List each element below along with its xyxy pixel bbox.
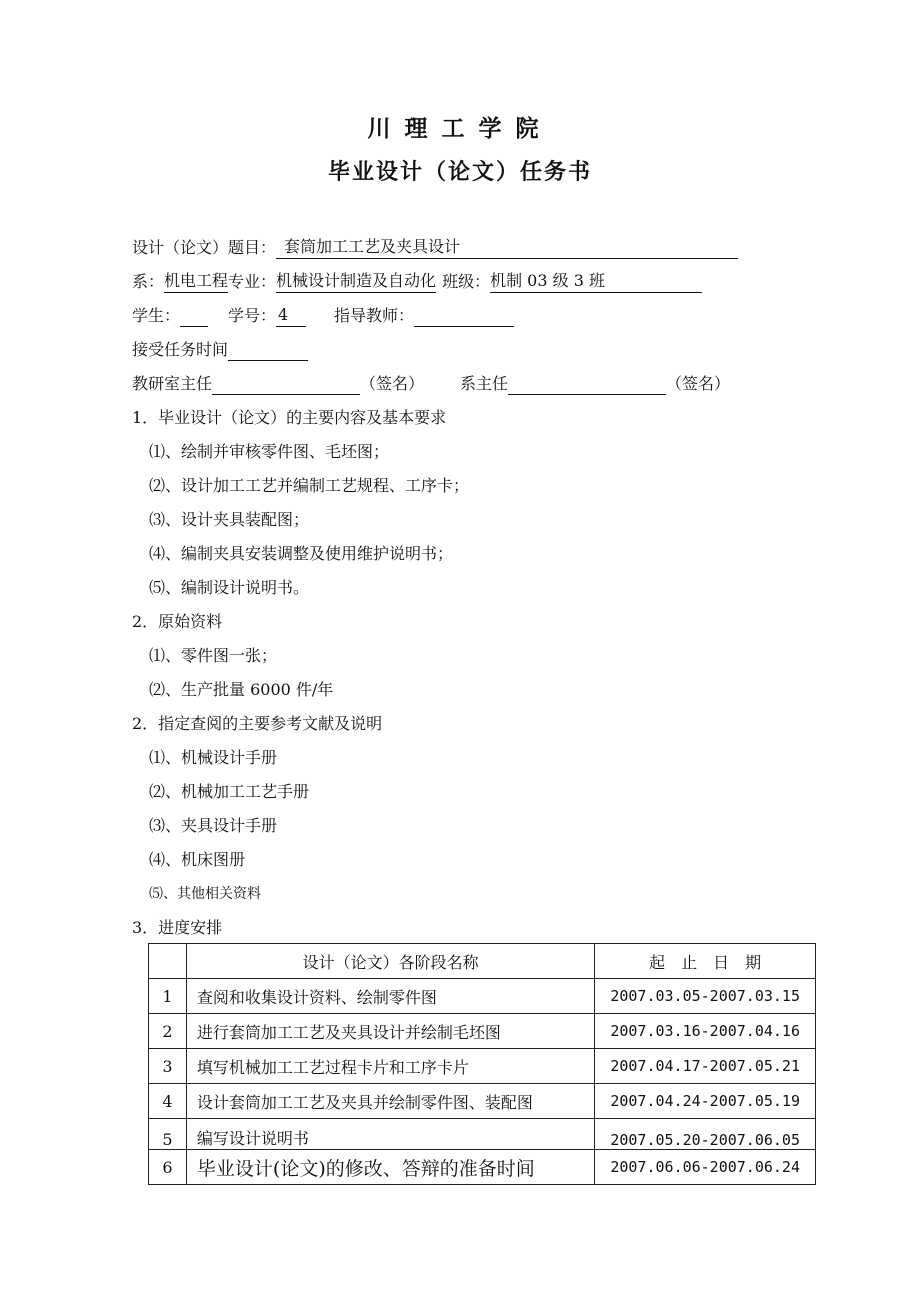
id-label: 学号： [228,306,277,325]
row-stage: 查阅和收集设计资料、绘制零件图 [186,979,594,1014]
school-name: 川理工学院 [367,116,553,142]
section-1-item: ⑴、绘制并审核零件图、毛坯图； [149,442,390,461]
advisor-label: 指导教师： [334,306,415,325]
id-value: 4 [276,304,306,327]
lab-director-label: 教研室主任 [132,374,213,393]
row-stage: 毕业设计(论文)的修改、答辩的准备时间 [186,1150,594,1185]
row-stage: 填写机械加工工艺过程卡片和工序卡片 [186,1049,594,1084]
table-row [149,1049,816,1084]
section-2-heading: 2．原始资料 [132,612,223,631]
student-value [180,304,208,327]
row-date: 2007.03.05-2007.03.15 [595,979,816,1014]
reference-item: ⑸、其他相关资料 [149,886,261,902]
major-value: 机械设计制造及自动化 [276,270,436,293]
advisor-value [414,304,514,327]
receive-field [228,338,308,361]
header-index-cell [149,944,187,979]
row-index: 5 [149,1119,187,1150]
row-index: 6 [149,1150,187,1185]
row-stage: 设计套筒加工工艺及夹具并绘制零件图、装配图 [186,1084,594,1119]
sign-label-2: （签名） [666,374,731,393]
lab-director-field [212,372,360,395]
receive-line [132,338,308,362]
table-row [149,1119,816,1150]
student-label: 学生： [132,306,181,325]
topic-line [132,236,738,260]
signature-line [132,372,730,396]
topic-field [276,236,738,259]
header-date-cell: 起 止 日 期 [595,944,816,979]
row-date: 2007.03.16-2007.04.16 [595,1014,816,1049]
receive-label: 接受任务时间 [132,340,229,359]
table-row [149,1150,816,1185]
section-2-item: ⑴、零件图一张； [149,646,278,665]
section-1-heading: 1．毕业设计（论文）的主要内容及基本要求 [132,408,447,427]
class-label: 班级： [442,272,491,291]
reference-item: ⑶、夹具设计手册 [149,816,278,835]
schedule-table [148,943,816,1185]
table-row [149,1084,816,1119]
reference-item: ⑷、机床图册 [149,850,246,869]
row-date: 2007.04.17-2007.05.21 [595,1049,816,1084]
header-stage-cell: 设计（论文）各阶段名称 [186,944,594,979]
dept-label: 系： [132,272,165,291]
class-value: 机制 03 级 3 班 [490,270,702,293]
section-4-heading: 3．进度安排 [132,918,223,937]
row-index: 2 [149,1014,187,1049]
section-1-item: ⑸、编制设计说明书。 [149,578,310,597]
dept-head-field [508,372,666,395]
department-line [132,270,702,294]
table-header-row [149,944,816,979]
row-date: 2007.04.24-2007.05.19 [595,1084,816,1119]
section-1-item: ⑶、设计夹具装配图； [149,510,310,529]
section-1-item: ⑵、设计加工工艺并编制工艺规程、工序卡； [149,476,470,495]
table-row [149,1014,816,1049]
row-index: 3 [149,1049,187,1084]
section-2-item: ⑵、生产批量 6000 件/年 [149,680,334,699]
row-index: 1 [149,979,187,1014]
row-stage: 编写设计说明书 [186,1119,594,1150]
topic-label: 设计（论文）题目： [132,238,277,257]
sign-label-1: （签名） [360,374,425,393]
major-label: 专业： [228,272,277,291]
row-index: 4 [149,1084,187,1119]
dept-value: 机电工程 [164,270,228,293]
row-stage: 进行套筒加工工艺及夹具设计并绘制毛坯图 [186,1014,594,1049]
row-date: 2007.05.20-2007.06.05 [595,1119,816,1150]
student-line [132,304,514,328]
document-title: 毕业设计（论文）任务书 [327,160,592,185]
row-date: 2007.06.06-2007.06.24 [595,1150,816,1185]
topic-value: 套筒加工工艺及夹具设计 [284,237,461,256]
reference-item: ⑴、机械设计手册 [149,748,278,767]
dept-head-label: 系主任 [460,374,509,393]
section-1-item: ⑷、编制夹具安装调整及使用维护说明书； [149,544,454,563]
section-3-heading: 2．指定查阅的主要参考文献及说明 [132,714,383,733]
reference-item: ⑵、机械加工工艺手册 [149,782,310,801]
table-row [149,979,816,1014]
